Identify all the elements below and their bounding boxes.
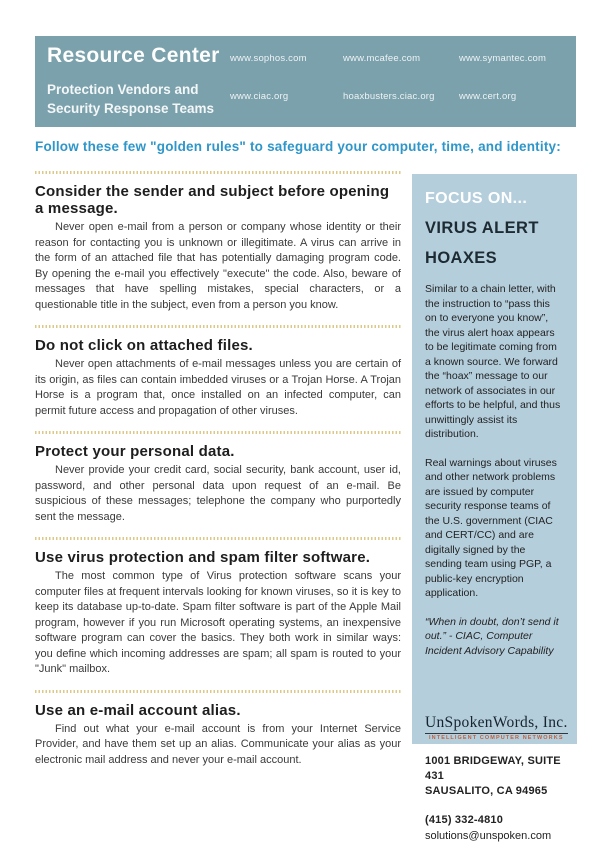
section-body-attachments: Never open attachments of e-mail messages unless you are certain of its origin, as files can contain imbedded viruses or a Trojan Horse. A Trojan Horse is a program that, once installed on an infected computer, can permit future access and propagation of other viruses. (35, 358, 401, 417)
company-contact (425, 812, 564, 844)
header-subtitle-line1: Protection Vendors and (47, 82, 199, 97)
section-heading-attachments: Do not click on attached files. (35, 337, 253, 354)
sidebar-quote-ciac: “When in doubt, don’t send it out.” - CIAC, Computer Incident Advisory Capability (425, 615, 559, 657)
resource-center-header (35, 36, 576, 127)
section-body-alias: Find out what your e-mail account is from your Internet Service Provider, and have them set up an alias. Communicate your alias as your electronic mail address and never your e-mail account. (35, 722, 401, 766)
rules-column (35, 171, 401, 780)
focus-sidebar (412, 174, 577, 842)
section-body-virus-protection: The most common type of Virus protection software scans your computer files at frequent intervals looking for known viruses, so it is key to keep its database up-to-date. Spam filter software is part of the Apple Mail program, however if you run Microsoft operating systems, an inexpensive software program can cover the basics. They both work in similar ways: you define which incoming addresses are spam; all spam is routed to your "Junk" mailbox. (35, 570, 401, 675)
company-address (425, 754, 564, 799)
company-email[interactable]: solutions@unspoken.com (425, 830, 552, 842)
golden-rules-intro: Follow these few "golden rules" to safeguard your computer, time, and identity: (35, 139, 561, 154)
page-title: Resource Center (47, 44, 220, 67)
company-logo-name: UnSpokenWords, Inc. (425, 714, 568, 734)
vendor-link-ciac[interactable]: www.ciac.org (230, 91, 289, 102)
address-line1: 1001 BRIDGEWAY, SUITE 431 (425, 755, 561, 782)
section-heading-virus-protection: Use virus protection and spam filter software. (35, 549, 371, 566)
section-divider (35, 431, 401, 434)
vendor-link-sophos[interactable]: www.sophos.com (230, 53, 307, 64)
sidebar-title-hoaxes: HOAXES (425, 249, 498, 267)
section-heading-alias: Use an e-mail account alias. (35, 701, 241, 719)
vendor-link-cert[interactable]: www.cert.org (459, 91, 517, 102)
company-phone: (415) 332-4810 (425, 814, 504, 826)
vendor-link-hoaxbusters[interactable]: hoaxbusters.ciac.org (343, 91, 435, 102)
section-divider (35, 325, 401, 328)
vendor-link-mcafee[interactable]: www.mcafee.com (343, 53, 421, 64)
header-subtitle (47, 80, 214, 118)
vendor-link-symantec[interactable]: www.symantec.com (459, 53, 547, 64)
section-heading-personal-data: Protect your personal data. (35, 443, 235, 460)
header-subtitle-line2: Security Response Teams (47, 101, 215, 116)
section-body-sender: Never open e-mail from a person or company whose identity or their reason for contacting you is unknown or illegitimate. A virus can arrive in the form of an attached file that has potentially damaging program code. By opening the e-mail you effectively "execute" the code. Also, beware of messages that have spelling mistakes, special characters, or a questionable title in the subject, even from a person you know. (35, 221, 401, 311)
section-divider (35, 537, 401, 540)
company-logo-tagline: INTELLIGENT COMPUTER NETWORKS (429, 735, 564, 741)
focus-on-label: FOCUS ON... (425, 190, 528, 207)
section-body-personal-data: Never provide your credit card, social security, bank account, user id, password, and other personal data upon request of an e-mail. Be suspicious of these messages; telephone the company who purportedly sent the message. (35, 464, 401, 523)
section-divider (35, 690, 401, 693)
sidebar-paragraph-real-warnings: Real warnings about viruses and other network problems are issued by computer security response teams of the U.S. government (CIAC and CERT/CC) and are digitally signed by the sending team using PGP, a public-key encryption application. (425, 456, 557, 599)
company-logo (425, 714, 568, 741)
sidebar-paragraph-chain-letter: Similar to a chain letter, with the instruction to “pass this on to everyone you know”, the virus alert hoax appears to be legitimate coming from a known source. We forward the “hoax” message to our network of associates in our efforts to be helpful, and thus unwittingly assist its distribution. (425, 283, 561, 440)
address-line2: SAUSALITO, CA 94965 (425, 785, 548, 797)
section-heading-sender: Consider the sender and subject before opening a message. (35, 183, 390, 217)
section-divider (35, 171, 401, 174)
sidebar-title-virus-alert: VIRUS ALERT (425, 219, 539, 237)
